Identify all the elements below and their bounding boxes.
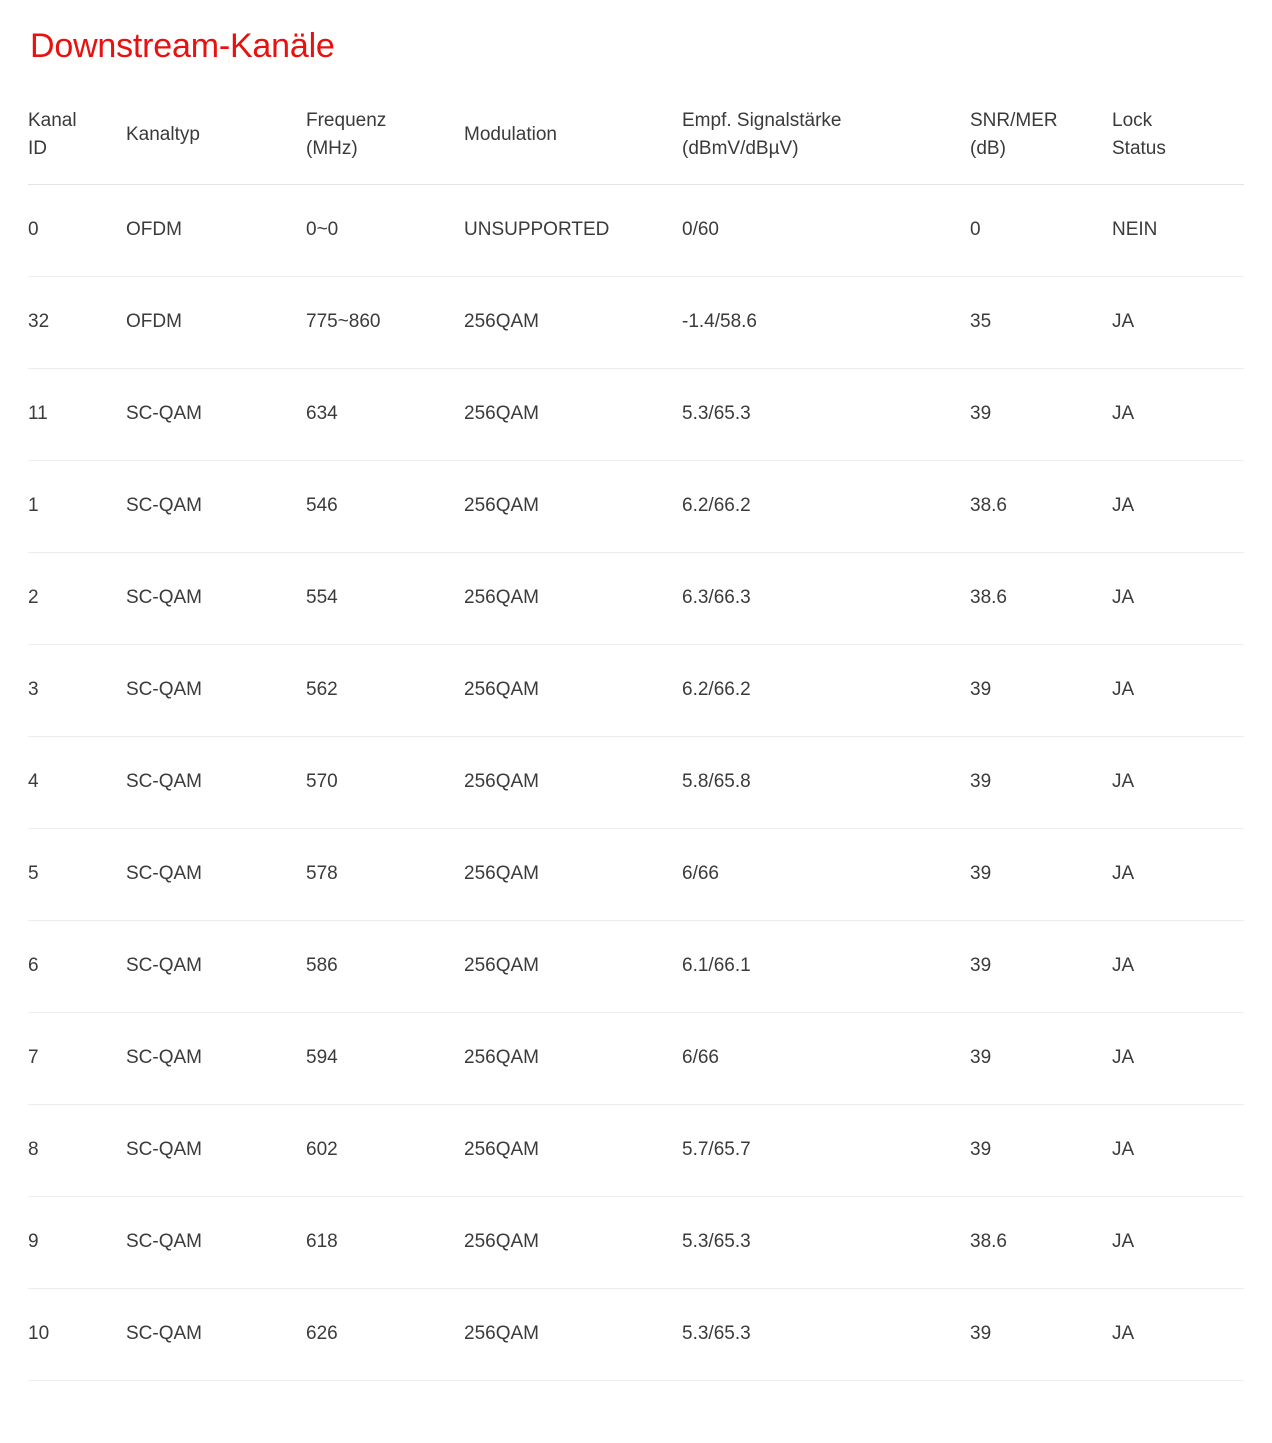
downstream-channels-table-wrapper [28, 93, 1244, 1381]
table-row [28, 736, 1244, 828]
table-row [28, 460, 1244, 552]
cell-lock-status: JA [1112, 1288, 1244, 1380]
cell-lock-status: JA [1112, 552, 1244, 644]
cell-modulation: 256QAM [464, 1104, 682, 1196]
downstream-channels-table [28, 93, 1244, 1381]
cell-channel-id: 8 [28, 1104, 126, 1196]
column-header-line-1: Kanaltyp [126, 124, 200, 146]
cell-lock-status: JA [1112, 1012, 1244, 1104]
cell-modulation: 256QAM [464, 644, 682, 736]
cell-channel-type: SC-QAM [126, 828, 306, 920]
cell-signal-strength: -1.4/58.6 [682, 276, 970, 368]
cell-lock-status: JA [1112, 460, 1244, 552]
column-header-line-2: ID [28, 138, 47, 160]
cell-channel-type: OFDM [126, 276, 306, 368]
cell-frequency: 626 [306, 1288, 464, 1380]
cell-signal-strength: 6.1/66.1 [682, 920, 970, 1012]
column-header-line-2: (dB) [970, 138, 1006, 160]
table-header [28, 93, 1244, 185]
page-title: Downstream-Kanäle [30, 27, 335, 65]
cell-signal-strength: 6.2/66.2 [682, 644, 970, 736]
cell-modulation: 256QAM [464, 828, 682, 920]
cell-modulation: 256QAM [464, 276, 682, 368]
column-header-signal-strength [682, 93, 970, 185]
column-header-snr-mer [970, 93, 1112, 185]
cell-signal-strength: 0/60 [682, 184, 970, 276]
cell-frequency: 578 [306, 828, 464, 920]
column-header-channel-id [28, 93, 126, 185]
cell-snr-mer: 39 [970, 736, 1112, 828]
cell-modulation: 256QAM [464, 1196, 682, 1288]
cell-snr-mer: 39 [970, 1012, 1112, 1104]
cell-frequency: 634 [306, 368, 464, 460]
table-row [28, 1288, 1244, 1380]
column-header-line-1: SNR/MER [970, 109, 1058, 131]
cell-channel-type: SC-QAM [126, 1196, 306, 1288]
cell-snr-mer: 39 [970, 920, 1112, 1012]
cell-channel-id: 1 [28, 460, 126, 552]
cell-channel-type: SC-QAM [126, 368, 306, 460]
cell-lock-status: JA [1112, 368, 1244, 460]
cell-lock-status: JA [1112, 828, 1244, 920]
cell-signal-strength: 6/66 [682, 828, 970, 920]
cell-channel-type: OFDM [126, 184, 306, 276]
cell-signal-strength: 6/66 [682, 1012, 970, 1104]
cell-frequency: 602 [306, 1104, 464, 1196]
cell-channel-id: 7 [28, 1012, 126, 1104]
cell-signal-strength: 6.2/66.2 [682, 460, 970, 552]
cell-snr-mer: 38.6 [970, 552, 1112, 644]
cell-channel-type: SC-QAM [126, 920, 306, 1012]
cell-channel-id: 9 [28, 1196, 126, 1288]
cell-signal-strength: 5.8/65.8 [682, 736, 970, 828]
table-row [28, 828, 1244, 920]
column-header-frequency [306, 93, 464, 185]
column-header-lock-status [1112, 93, 1244, 185]
cell-modulation: UNSUPPORTED [464, 184, 682, 276]
table-row [28, 920, 1244, 1012]
column-header-line-2: (dBmV/dBµV) [682, 138, 799, 160]
cell-channel-type: SC-QAM [126, 1104, 306, 1196]
cell-signal-strength: 5.3/65.3 [682, 368, 970, 460]
cell-snr-mer: 35 [970, 276, 1112, 368]
cell-modulation: 256QAM [464, 920, 682, 1012]
cell-lock-status: NEIN [1112, 184, 1244, 276]
cell-modulation: 256QAM [464, 1012, 682, 1104]
cell-channel-id: 11 [28, 368, 126, 460]
cell-channel-id: 5 [28, 828, 126, 920]
cell-channel-type: SC-QAM [126, 552, 306, 644]
column-header-line-2: (MHz) [306, 138, 358, 160]
cell-channel-type: SC-QAM [126, 644, 306, 736]
table-row [28, 276, 1244, 368]
cell-signal-strength: 5.3/65.3 [682, 1196, 970, 1288]
cell-frequency: 554 [306, 552, 464, 644]
cell-frequency: 546 [306, 460, 464, 552]
cell-lock-status: JA [1112, 736, 1244, 828]
cell-modulation: 256QAM [464, 552, 682, 644]
column-header-line-1: Modulation [464, 124, 557, 146]
downstream-channels-page [0, 26, 1272, 1381]
cell-lock-status: JA [1112, 644, 1244, 736]
cell-snr-mer: 38.6 [970, 460, 1112, 552]
cell-lock-status: JA [1112, 276, 1244, 368]
column-header-modulation [464, 93, 682, 185]
cell-frequency: 594 [306, 1012, 464, 1104]
cell-channel-type: SC-QAM [126, 460, 306, 552]
cell-channel-id: 0 [28, 184, 126, 276]
table-body [28, 184, 1244, 1380]
cell-snr-mer: 0 [970, 184, 1112, 276]
cell-channel-id: 3 [28, 644, 126, 736]
column-header-line-1: Frequenz [306, 109, 387, 131]
table-header-row [28, 93, 1244, 185]
cell-frequency: 570 [306, 736, 464, 828]
cell-frequency: 618 [306, 1196, 464, 1288]
column-header-line-1: Kanal [28, 109, 77, 131]
cell-channel-id: 10 [28, 1288, 126, 1380]
cell-channel-id: 6 [28, 920, 126, 1012]
table-row [28, 184, 1244, 276]
cell-channel-id: 2 [28, 552, 126, 644]
cell-signal-strength: 5.7/65.7 [682, 1104, 970, 1196]
cell-modulation: 256QAM [464, 736, 682, 828]
table-row [28, 1012, 1244, 1104]
table-row [28, 552, 1244, 644]
cell-frequency: 775~860 [306, 276, 464, 368]
cell-snr-mer: 39 [970, 368, 1112, 460]
cell-channel-id: 4 [28, 736, 126, 828]
cell-snr-mer: 39 [970, 828, 1112, 920]
cell-signal-strength: 5.3/65.3 [682, 1288, 970, 1380]
cell-frequency: 0~0 [306, 184, 464, 276]
column-header-line-2: Status [1112, 138, 1166, 160]
table-row [28, 1196, 1244, 1288]
cell-snr-mer: 39 [970, 1288, 1112, 1380]
cell-signal-strength: 6.3/66.3 [682, 552, 970, 644]
table-row [28, 1104, 1244, 1196]
column-header-line-1: Empf. Signalstärke [682, 109, 842, 131]
cell-snr-mer: 39 [970, 644, 1112, 736]
cell-channel-type: SC-QAM [126, 1012, 306, 1104]
cell-modulation: 256QAM [464, 368, 682, 460]
cell-snr-mer: 38.6 [970, 1196, 1112, 1288]
cell-frequency: 562 [306, 644, 464, 736]
cell-modulation: 256QAM [464, 460, 682, 552]
cell-lock-status: JA [1112, 920, 1244, 1012]
cell-channel-type: SC-QAM [126, 736, 306, 828]
column-header-channel-type [126, 93, 306, 185]
table-row [28, 644, 1244, 736]
cell-channel-type: SC-QAM [126, 1288, 306, 1380]
table-row [28, 368, 1244, 460]
cell-frequency: 586 [306, 920, 464, 1012]
cell-snr-mer: 39 [970, 1104, 1112, 1196]
cell-lock-status: JA [1112, 1196, 1244, 1288]
cell-channel-id: 32 [28, 276, 126, 368]
column-header-line-1: Lock [1112, 109, 1153, 131]
cell-lock-status: JA [1112, 1104, 1244, 1196]
cell-modulation: 256QAM [464, 1288, 682, 1380]
